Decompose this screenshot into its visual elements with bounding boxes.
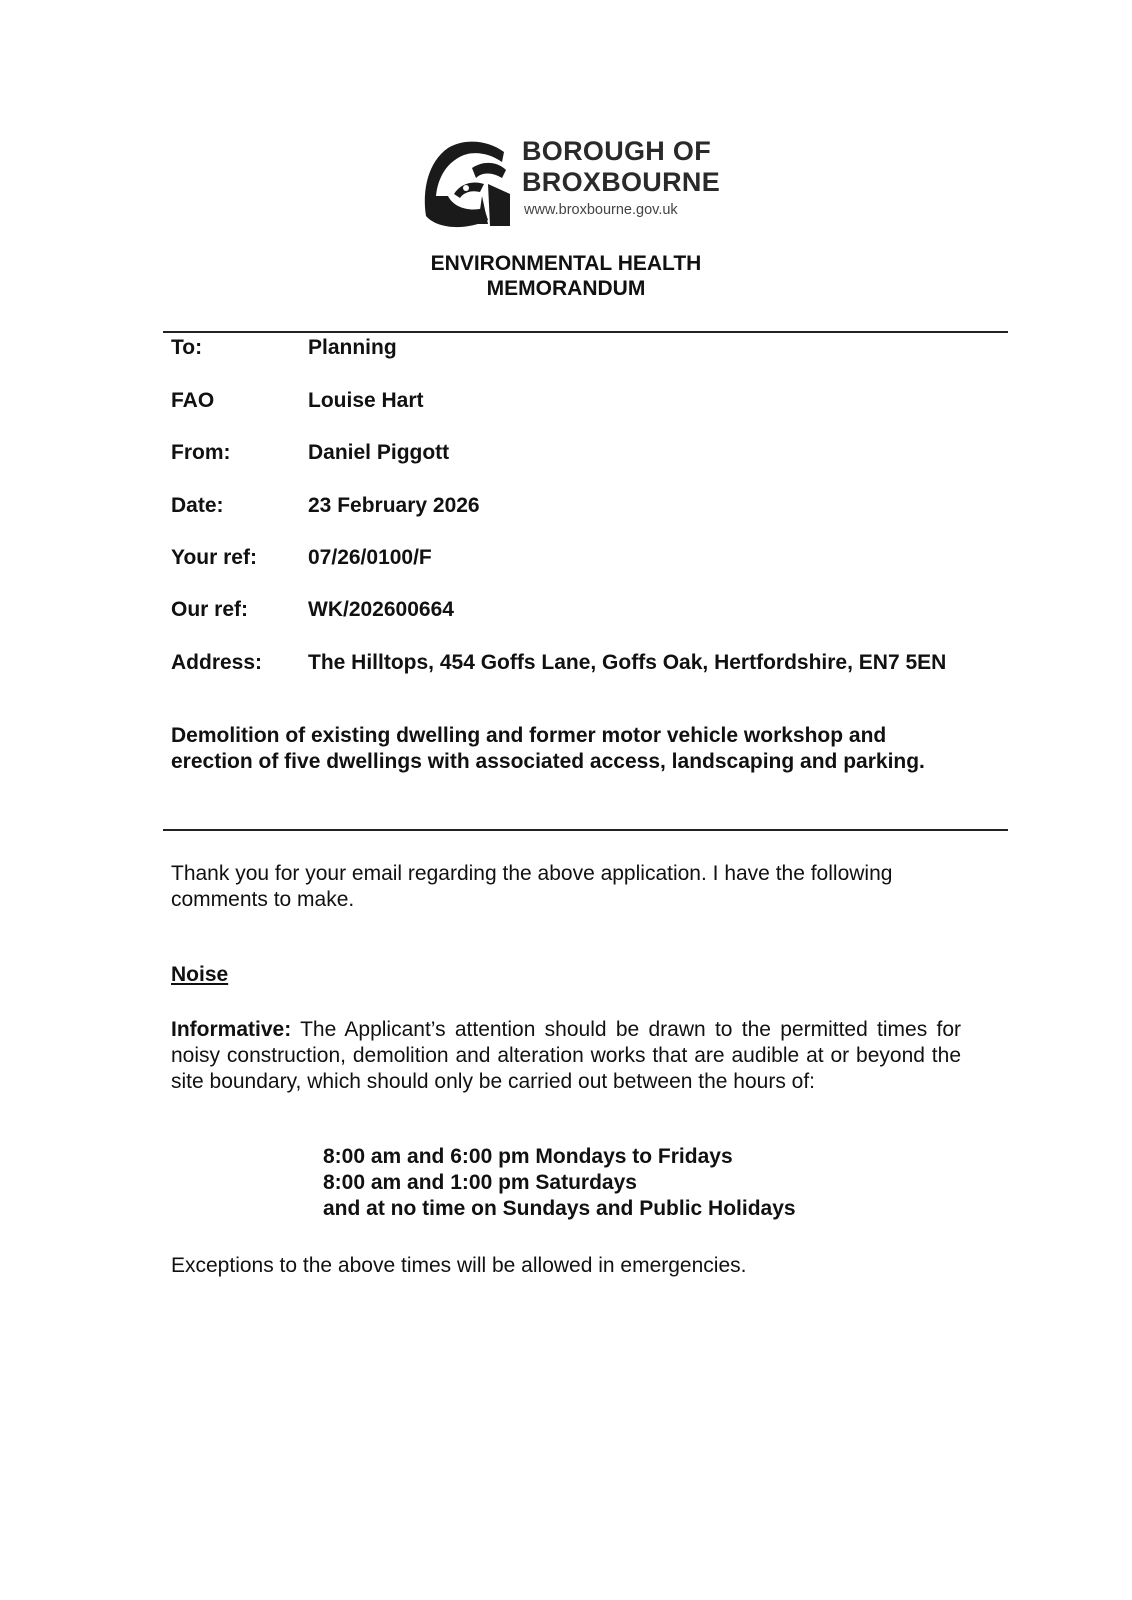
to-value: Planning — [308, 336, 397, 359]
badger-icon — [418, 138, 514, 230]
intro-paragraph: Thank you for your email regarding the above application. I have the following comments to make. — [171, 862, 893, 911]
hours-saturdays: 8:00 am and 1:00 pm Saturdays — [323, 1171, 637, 1194]
council-name-line1: BOROUGH OF — [522, 136, 711, 166]
memo-title-line1: ENVIRONMENTAL HEALTH — [430, 252, 702, 275]
to-label: To: — [171, 336, 203, 359]
noise-heading: Noise — [171, 963, 229, 986]
address-value: The Hilltops, 454 Goffs Lane, Goffs Oak, Hertfordshire, EN7 5EN — [308, 651, 947, 674]
council-logo — [418, 132, 721, 228]
from-label: From: — [171, 441, 231, 464]
informative-text: The Applicant’s attention should be drawn to the permitted times for noisy construction, demolition and alteration works that are audible at or beyond the site boundary, which should only be carried out between the hours of: — [171, 1018, 961, 1093]
date-value: 23 February 2026 — [308, 494, 480, 517]
council-name — [522, 136, 720, 198]
memo-title-line2: MEMORANDUM — [486, 277, 646, 300]
permitted-hours — [323, 1144, 796, 1222]
top-divider — [163, 331, 1008, 333]
our-ref-value: WK/202600664 — [308, 598, 454, 621]
hours-weekdays: 8:00 am and 6:00 pm Mondays to Fridays — [323, 1145, 733, 1168]
your-ref-value: 07/26/0100/F — [308, 546, 432, 569]
from-value: Daniel Piggott — [308, 441, 450, 464]
hours-sundays: and at no time on Sundays and Public Holidays — [323, 1197, 796, 1220]
exceptions-paragraph: Exceptions to the above times will be allowed in emergencies. — [171, 1254, 747, 1277]
proposal-description: Demolition of existing dwelling and former motor vehicle workshop and erection of five dwellings with associated access, landscaping and parking. — [171, 724, 925, 773]
our-ref-label: Our ref: — [171, 598, 249, 621]
fao-value: Louise Hart — [308, 389, 424, 412]
your-ref-label: Your ref: — [171, 546, 257, 569]
fao-label: FAO — [171, 389, 215, 412]
address-label: Address: — [171, 651, 263, 674]
date-label: Date: — [171, 494, 224, 517]
council-website: www.broxbourne.gov.uk — [524, 202, 678, 218]
bottom-divider — [163, 829, 1008, 831]
informative-label: Informative: — [171, 1018, 292, 1041]
council-name-line2: BROXBOURNE — [522, 167, 721, 197]
informative-paragraph — [171, 1017, 961, 1095]
